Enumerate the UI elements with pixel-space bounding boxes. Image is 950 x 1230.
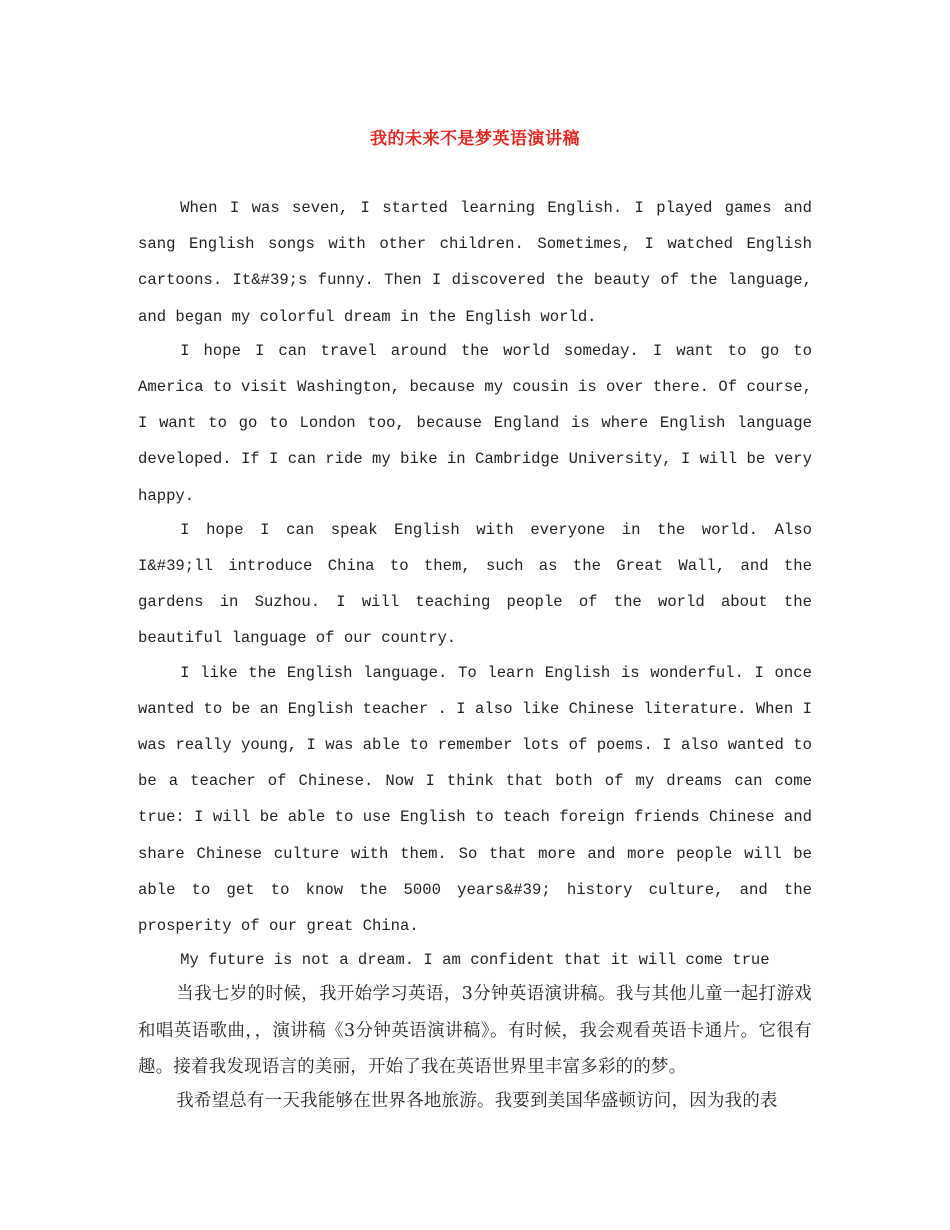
document-title: 我的未来不是梦英语演讲稿: [370, 129, 580, 149]
paragraph-2: I hope I can travel around the world someday. I want to go to America to visit Washington, because my cousin is over there. Of course, I want to go to London too, because England is where English language developed. If I can ride my bike in Cambridge University, I will be very happy.: [138, 341, 812, 505]
paragraph-3: I hope I can speak English with everyone in the world. Also I&#39;ll introduce China to them, such as the Great Wall, and the gardens in Suzhou. I will teaching people of the world about the beautiful language of our country.: [138, 520, 812, 648]
paragraph-5: My future is not a dream. I am confident that it will come true: [180, 951, 770, 970]
chinese-paragraph-2: 我希望总有一天我能够在世界各地旅游。我要到美国华盛顿访问，因为我的表: [176, 1091, 778, 1112]
paragraph-4: I like the English language. To learn English is wonderful. I once wanted to be an English teacher . I also like Chinese literature. When I was really young, I was able to remember lots of poems. I also wanted to be a teacher of Chinese. Now I think that both of my dreams can come true: I will be able to use English to teach foreign friends Chinese and share Chinese culture with them. So that more and more people will be able to get to know the 5000 years&#39; history culture, and the prosperity of our great China.: [138, 663, 812, 936]
paragraph-1: When I was seven, I started learning English. I played games and sang English songs with other children. Sometimes, I watched English cartoons. It&#39;s funny. Then I discovered the beauty of the language, and began my colorful dream in the English world.: [138, 199, 812, 326]
document-body: [138, 190, 812, 1119]
chinese-paragraph-1: 当我七岁的时候，我开始学习英语，3分钟英语演讲稿。我与其他儿童一起打游戏和唱英语歌曲，，演讲稿《3分钟英语演讲稿》。有时候，我会观看英语卡通片。它很有趣。接着我发现语言的美丽，开始了我在英语世界里丰富多彩的的梦。: [138, 984, 812, 1077]
